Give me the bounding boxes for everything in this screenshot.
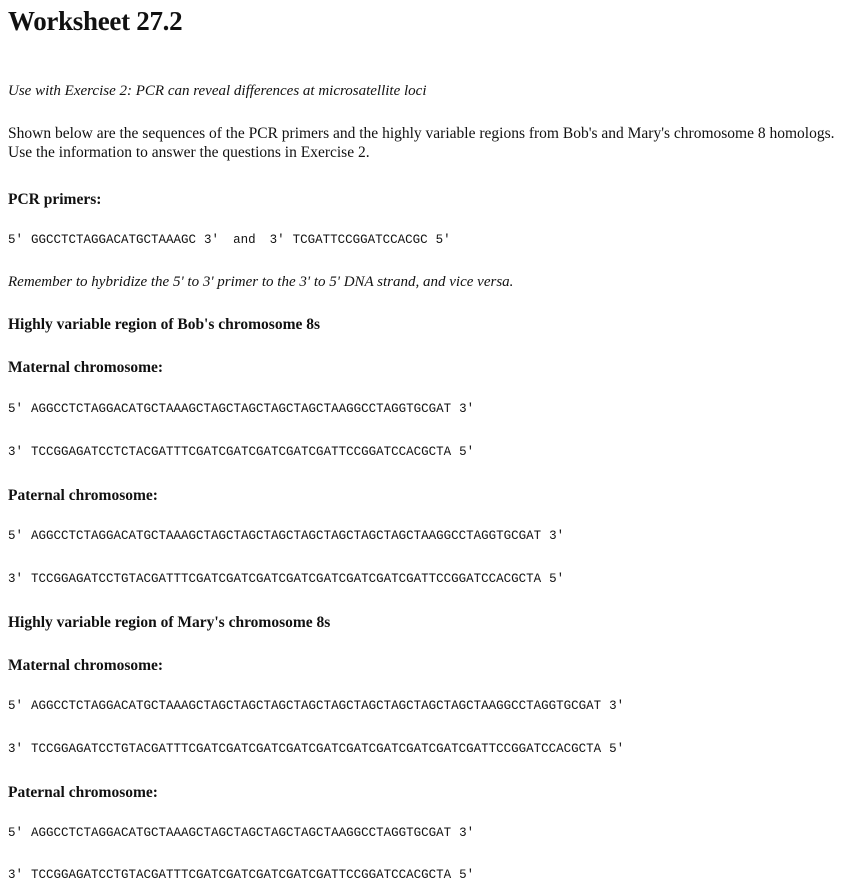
strand-sequence: TCCGGAGATCCTCTACGATTTCGATCGATCGATCGATCGATTCCGGATCCACGCTA xyxy=(31,445,452,459)
strand-sequence: TCCGGAGATCCTGTACGATTTCGATCGATCGATCGATCGATCGATCGATCGATCGATCGATTCCGGATCCACGCTA xyxy=(31,742,602,756)
strand-sequence: TCCGGAGATCCTGTACGATTTCGATCGATCGATCGATCGATCGATCGATCGATTCCGGATCCACGCTA xyxy=(31,572,542,586)
strand-start: 3' xyxy=(8,445,24,459)
primers-heading: PCR primers: xyxy=(8,191,102,208)
hybridize-reminder: Remember to hybridize the 5' to 3' primer to the 3' to 5' DNA strand, and vice versa. xyxy=(8,274,514,290)
bob-paternal-top-strand xyxy=(8,530,564,543)
strand-start: 5' xyxy=(8,529,24,543)
mary-paternal-top-strand xyxy=(8,827,474,840)
strand-sequence: AGGCCTCTAGGACATGCTAAAGCTAGCTAGCTAGCTAGCTAGCTAGCTAGCTAGCTAGCTAAGGCCTAGGTGCGAT xyxy=(31,699,602,713)
strand-start: 3' xyxy=(8,742,24,756)
strand-end: 5' xyxy=(609,742,625,756)
primer1-end: 3' xyxy=(204,233,220,247)
bob-maternal-top-strand xyxy=(8,403,474,416)
strand-end: 3' xyxy=(549,529,565,543)
page-title: Worksheet 27.2 xyxy=(8,6,183,36)
primer2-start: 3' xyxy=(269,233,285,247)
strand-end: 3' xyxy=(609,699,625,713)
primer-sequences xyxy=(8,234,451,247)
bob-maternal-bottom-strand xyxy=(8,446,474,459)
strand-start: 3' xyxy=(8,868,24,882)
primer2-end: 5' xyxy=(435,233,451,247)
primer2-sequence: TCGATTCCGGATCCACGC xyxy=(292,233,428,247)
strand-start: 5' xyxy=(8,699,24,713)
intro-paragraph: Shown below are the sequences of the PCR primers and the highly variable regions from Bob's and Mary's chromosome 8 homologs. Use the information to answer the questions in Exercise 2. xyxy=(8,125,835,161)
strand-start: 3' xyxy=(8,572,24,586)
mary-maternal-bottom-strand xyxy=(8,743,624,756)
strand-end: 5' xyxy=(459,445,475,459)
strand-end: 3' xyxy=(459,402,475,416)
mary-maternal-label: Maternal chromosome: xyxy=(8,657,164,674)
strand-start: 5' xyxy=(8,826,24,840)
mary-heading: Highly variable region of Mary's chromosome 8s xyxy=(8,614,331,631)
strand-end: 3' xyxy=(459,826,475,840)
bob-paternal-bottom-strand xyxy=(8,573,564,586)
strand-start: 5' xyxy=(8,402,24,416)
primer1-sequence: GGCCTCTAGGACATGCTAAAGC xyxy=(31,233,197,247)
primer1-start: 5' xyxy=(8,233,24,247)
primer-joiner: and xyxy=(233,233,256,247)
bob-heading: Highly variable region of Bob's chromosome 8s xyxy=(8,316,321,333)
bob-paternal-label: Paternal chromosome: xyxy=(8,487,158,504)
mary-paternal-bottom-strand xyxy=(8,869,474,882)
strand-end: 5' xyxy=(549,572,565,586)
exercise-subtitle: Use with Exercise 2: PCR can reveal differences at microsatellite loci xyxy=(8,83,427,99)
mary-maternal-top-strand xyxy=(8,700,624,713)
strand-end: 5' xyxy=(459,868,475,882)
strand-sequence: AGGCCTCTAGGACATGCTAAAGCTAGCTAGCTAGCTAGCTAAGGCCTAGGTGCGAT xyxy=(31,826,452,840)
mary-paternal-label: Paternal chromosome: xyxy=(8,784,158,801)
strand-sequence: TCCGGAGATCCTGTACGATTTCGATCGATCGATCGATCGATTCCGGATCCACGCTA xyxy=(31,868,452,882)
bob-maternal-label: Maternal chromosome: xyxy=(8,359,164,376)
strand-sequence: AGGCCTCTAGGACATGCTAAAGCTAGCTAGCTAGCTAGCTAGCTAGCTAGCTAAGGCCTAGGTGCGAT xyxy=(31,529,542,543)
strand-sequence: AGGCCTCTAGGACATGCTAAAGCTAGCTAGCTAGCTAGCTAAGGCCTAGGTGCGAT xyxy=(31,402,452,416)
